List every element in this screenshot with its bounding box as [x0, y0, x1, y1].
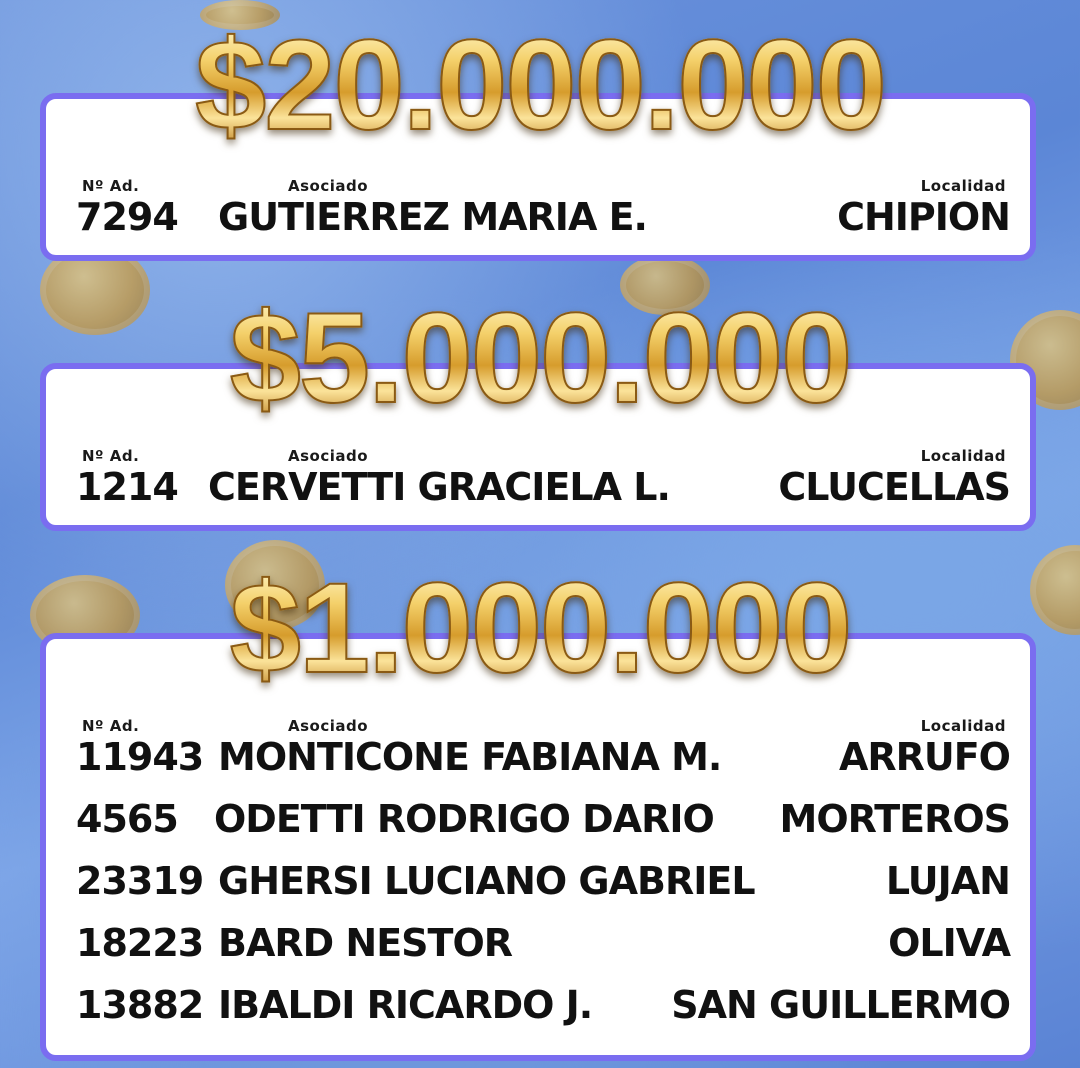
member-number: 1214	[76, 465, 178, 509]
header-num: Nº Ad.	[82, 177, 140, 195]
member-locality: OLIVA	[888, 921, 1010, 965]
member-locality: LUJAN	[885, 859, 1010, 903]
header-loc: Localidad	[920, 447, 1006, 465]
member-number: 7294	[76, 195, 178, 239]
member-name: BARD NESTOR	[218, 921, 513, 965]
member-name: GHERSI LUCIANO GABRIEL	[218, 859, 755, 903]
table-row	[46, 797, 1030, 857]
member-number: 18223	[76, 921, 204, 965]
member-number: 23319	[76, 859, 204, 903]
header-num: Nº Ad.	[82, 717, 140, 735]
table-row	[46, 921, 1030, 981]
header-name: Asociado	[288, 447, 369, 465]
table-row	[46, 735, 1030, 795]
member-name: GUTIERREZ MARIA E.	[218, 195, 647, 239]
member-locality: CHIPION	[837, 195, 1010, 239]
table-row	[46, 465, 1030, 525]
member-locality: SAN GUILLERMO	[671, 983, 1010, 1027]
member-name: MONTICONE FABIANA M.	[218, 735, 722, 779]
member-number: 4565	[76, 797, 178, 841]
member-name: CERVETTI GRACIELA L.	[208, 465, 670, 509]
prize-amount: $5.000.000	[0, 295, 1080, 423]
header-loc: Localidad	[920, 717, 1006, 735]
member-locality: ARRUFO	[838, 735, 1010, 779]
header-name: Asociado	[288, 177, 369, 195]
member-number: 13882	[76, 983, 204, 1027]
table-row	[46, 983, 1030, 1043]
header-num: Nº Ad.	[82, 447, 140, 465]
member-name: IBALDI RICARDO J.	[218, 983, 593, 1027]
table-row	[46, 195, 1030, 255]
member-locality: MORTEROS	[779, 797, 1010, 841]
prize-amount: $1.000.000	[0, 565, 1080, 693]
member-number: 11943	[76, 735, 204, 779]
prize-amount: $20.000.000	[0, 22, 1080, 150]
table-row	[46, 859, 1030, 919]
header-name: Asociado	[288, 717, 369, 735]
member-locality: CLUCELLAS	[778, 465, 1010, 509]
member-name: ODETTI RODRIGO DARIO	[214, 797, 714, 841]
header-loc: Localidad	[920, 177, 1006, 195]
